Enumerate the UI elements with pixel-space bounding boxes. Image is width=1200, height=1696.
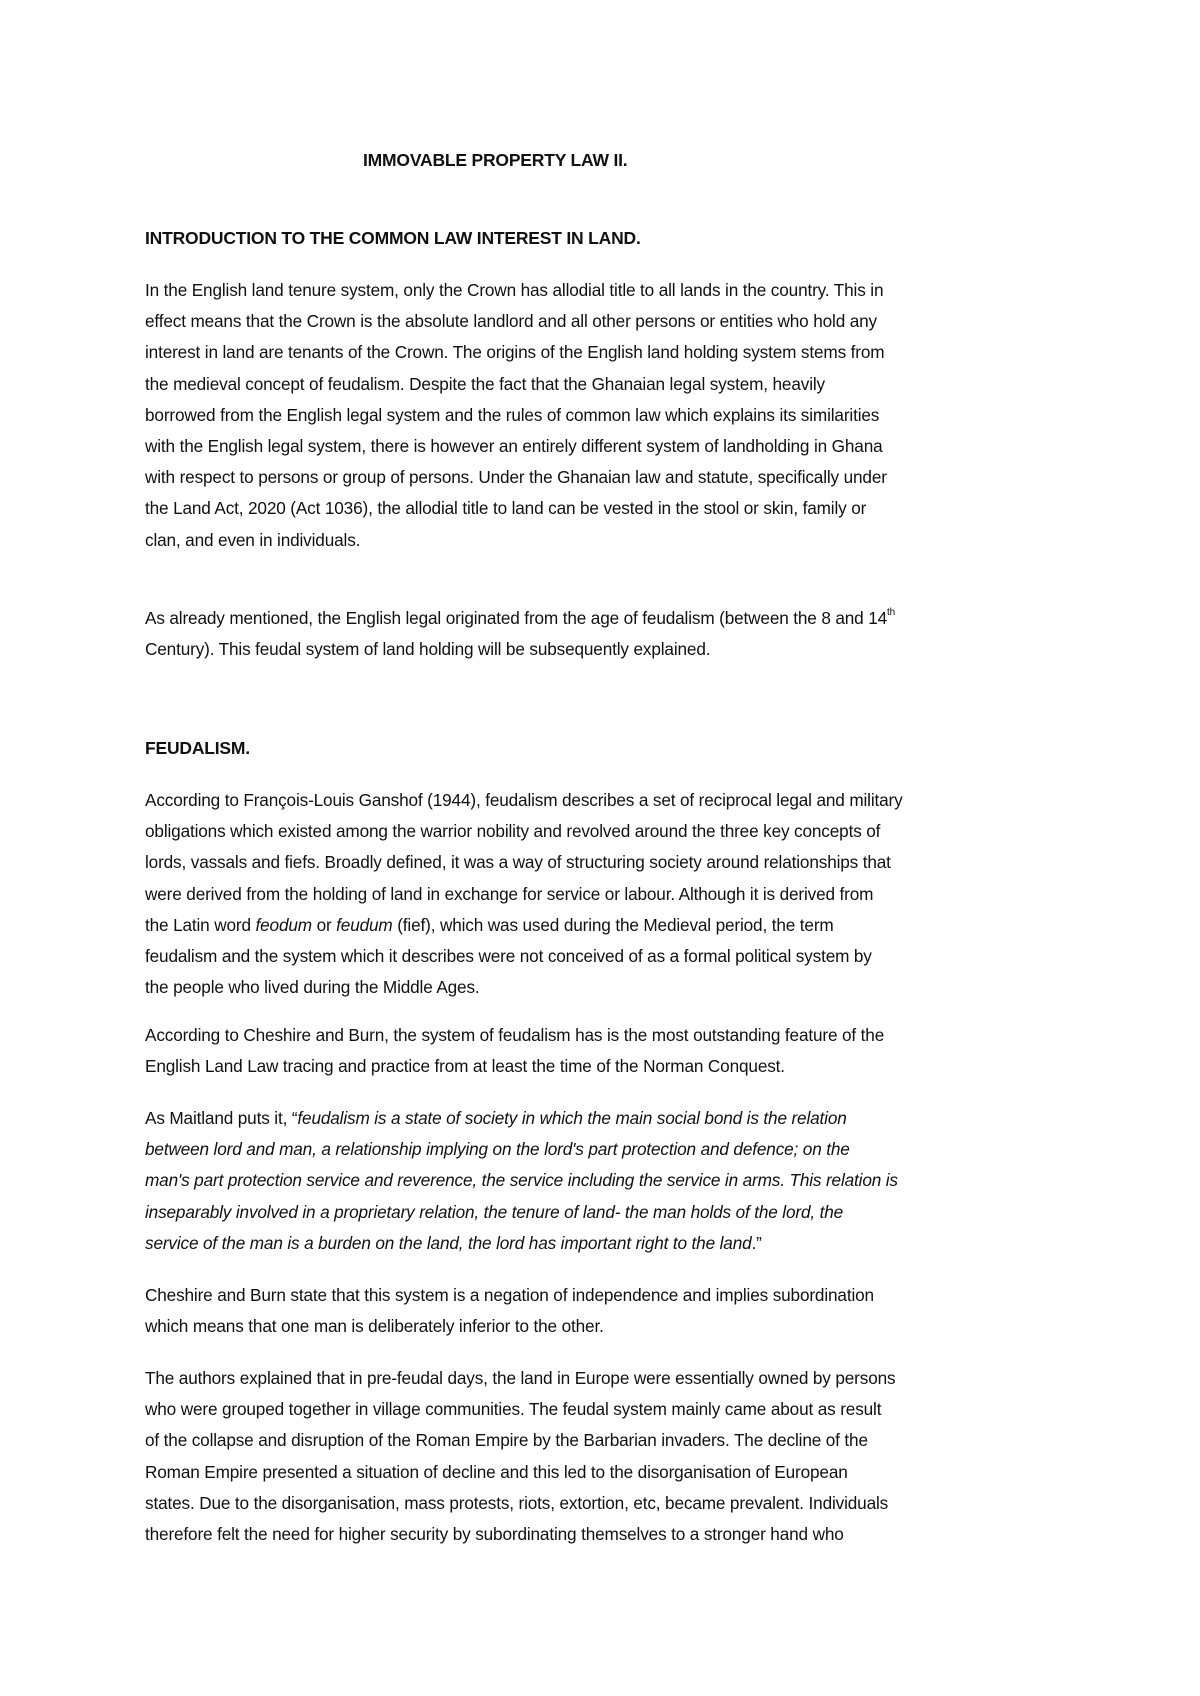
text-line: In the English land tenure system, only the Crown has allodial title to all lands in the country. This in <box>145 280 884 300</box>
section-heading-introduction: INTRODUCTION TO THE COMMON LAW INTEREST IN LAND. <box>145 228 641 248</box>
text-line: The authors explained that in pre-feudal days, the land in Europe were essentially owned by persons <box>145 1368 896 1388</box>
text-line: effect means that the Crown is the absolute landlord and all other persons or entities who hold any <box>145 311 877 332</box>
text-line: were derived from the holding of land in exchange for service or labour. Although it is derived from <box>145 883 874 904</box>
text-line: Roman Empire presented a situation of decline and this led to the disorganisation of European <box>145 1461 848 1482</box>
quote-run: service of the man is a burden on the land, the lord has important right to the land <box>145 1232 752 1253</box>
text-run: (fief), which was used during the Medieval period, the term <box>392 914 834 935</box>
section-heading-feudalism: FEUDALISM. <box>145 738 250 758</box>
text-line <box>145 1228 1070 1259</box>
text-line: interest in land are tenants of the Crown. The origins of the English land holding system stems from <box>145 342 885 363</box>
text-line: the medieval concept of feudalism. Despite the fact that the Ghanaian legal system, heavily <box>145 373 825 394</box>
text-line: the people who lived during the Middle Ages. <box>145 977 480 998</box>
latin-term-feodum: feodum <box>255 914 312 935</box>
text-line: Cheshire and Burn state that this system is a negation of independence and implies subordination <box>145 1285 874 1305</box>
feudalism-paragraph-2 <box>145 1020 1070 1082</box>
ordinal-superscript: th <box>887 607 896 619</box>
text-line: the Land Act, 2020 (Act 1036), the allodial title to land can be vested in the stool or skin, family or <box>145 498 867 519</box>
text-line: man's part protection service and reverence, the service including the service in arms. This relation is <box>145 1170 898 1191</box>
text-line: between lord and man, a relationship implying on the lord's part protection and defence; on the <box>145 1139 850 1160</box>
text-line: feudalism and the system which it describes were not conceived of as a formal political system by <box>145 946 872 967</box>
text-line: English Land Law tracing and practice from at least the time of the Norman Conquest. <box>145 1056 785 1077</box>
text-line: which means that one man is deliberately inferior to the other. <box>145 1316 604 1337</box>
text-line: therefore felt the need for higher security by subordinating themselves to a stronger hand who <box>145 1524 844 1545</box>
text-line: According to François-Louis Ganshof (1944), feudalism describes a set of reciprocal legal and military <box>145 790 903 810</box>
text-line: lords, vassals and fiefs. Broadly defined, it was a way of structuring society around relationships that <box>145 852 891 873</box>
document-title: IMMOVABLE PROPERTY LAW II. <box>363 150 628 170</box>
text-run: or <box>311 914 337 935</box>
intro-paragraph-2 <box>145 603 1070 665</box>
feudalism-paragraph-1 <box>145 785 1070 1003</box>
text-line: with respect to persons or group of persons. Under the Ghanaian law and statute, specifically under <box>145 467 887 488</box>
intro-paragraph-1 <box>145 275 1070 556</box>
text-line: Century). This feudal system of land holding will be subsequently explained. <box>145 639 711 660</box>
feudalism-paragraph-4 <box>145 1280 1070 1342</box>
text-line: who were grouped together in village communities. The feudal system mainly came about as result <box>145 1399 882 1420</box>
feudalism-paragraph-5 <box>145 1363 1070 1550</box>
quote-run: feudalism is a state of society in which the main social bond is the relation <box>297 1108 847 1128</box>
text-line: borrowed from the English legal system and the rules of common law which explains its similarities <box>145 404 880 425</box>
text-line <box>145 910 1070 941</box>
text-run: .” <box>751 1232 762 1253</box>
text-run: the Latin word <box>145 914 256 935</box>
text-line: inseparably involved in a proprietary relation, the tenure of land- the man holds of the lord, the <box>145 1201 844 1222</box>
text-line <box>145 1103 1070 1134</box>
text-line <box>145 603 1070 634</box>
latin-term-feudum: feudum <box>336 914 393 935</box>
feudalism-paragraph-3-maitland-quote <box>145 1103 1070 1259</box>
text-line: According to Cheshire and Burn, the system of feudalism has is the most outstanding feature of the <box>145 1025 885 1045</box>
text-line: clan, and even in individuals. <box>145 529 361 550</box>
text-line: of the collapse and disruption of the Roman Empire by the Barbarian invaders. The decline of the <box>145 1430 868 1451</box>
text-line: with the English legal system, there is however an entirely different system of landholding in Ghana <box>145 436 883 457</box>
text-line: states. Due to the disorganisation, mass protests, riots, extortion, etc, became prevalent. Individuals <box>145 1492 889 1513</box>
text-line: obligations which existed among the warrior nobility and revolved around the three key concepts of <box>145 821 881 842</box>
text-run: As already mentioned, the English legal originated from the age of feudalism (between the 8 and 14 <box>145 608 888 628</box>
text-run: As Maitland puts it, “ <box>145 1108 298 1128</box>
